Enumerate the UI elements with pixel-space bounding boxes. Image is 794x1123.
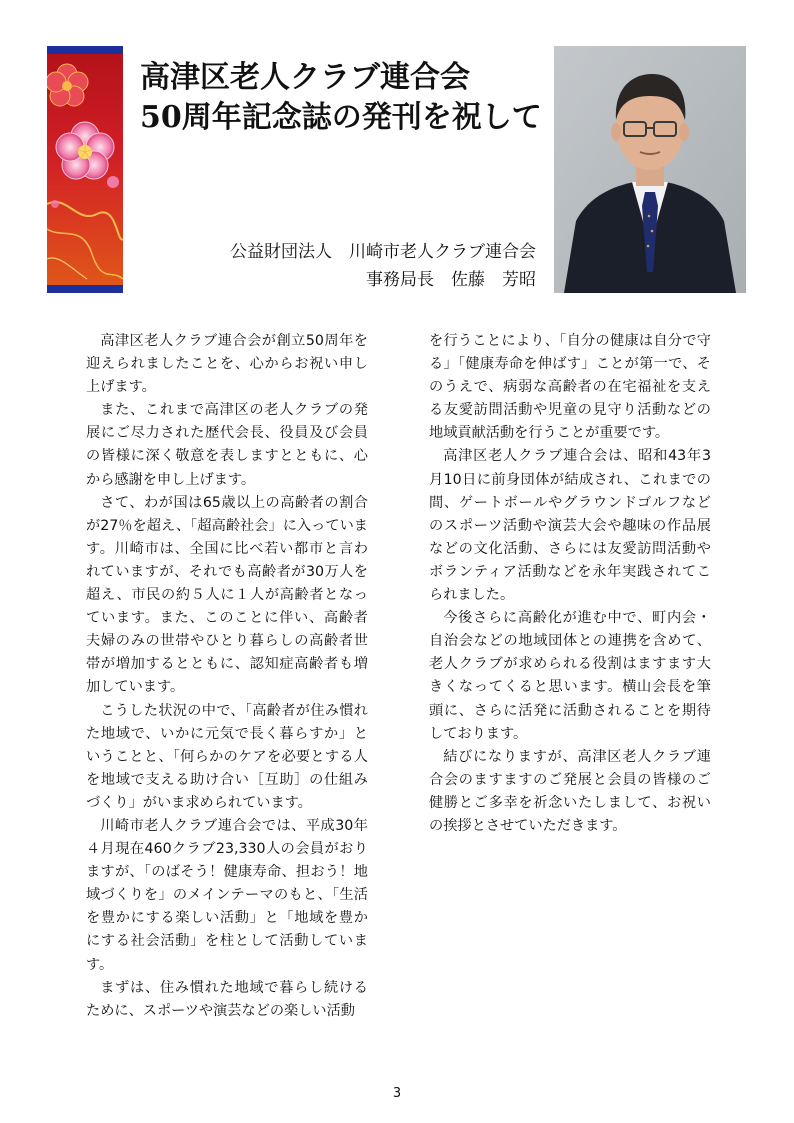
paragraph: 高津区老人クラブ連合会が創立50周年を迎えられましたことを、心からお祝い申し上げます。 — [86, 333, 368, 396]
title-line-1: 高津区老人クラブ連合会 — [140, 60, 470, 95]
paragraph: 高津区老人クラブ連合会は、昭和43年3月10日に前身団体が結成され、これまでの間、ゲートボールやグラウンドゴルフなどのスポーツ活動や演芸大会や趣味の作品展などの文化活動、さらには友愛訪問活動やボランティア活動などを永年実践されてこられました。 — [429, 448, 711, 604]
paragraph: さて、わが国は65歳以上の高齢者の割合が27％を超え、「超高齢社会」に入っています。川崎市は、全国に比べ若い都市と言われていますが、それでも高齢者が30万人を超え、市民の約５人に１人が高齢者となっています。また、このことに伴い、高齢者夫婦のみの世帯やひとり暮らしの高齢者世帯が増加するとともに、認知症高齢者も増加しています。 — [86, 494, 368, 696]
paragraph: 結びになりますが、高津区老人クラブ連合会のますますのご発展と会員の皆様のご健勝とご多幸を祈念いたしまして、お祝いの挨拶とさせていただきます。 — [429, 748, 711, 834]
plum-blossom-decoration-icon — [47, 46, 123, 293]
title-line-2: 50周年記念誌の発刊を祝して — [140, 100, 542, 135]
page-title — [140, 58, 550, 138]
paragraph: こうした状況の中で、「高齢者が住み慣れた地域で、いかに元気で長く暮らすか」ということと、「何らかのケアを必要とする人を地域で支える助け合い［互助］の仕組みづくり」がいま求められています。 — [86, 702, 368, 811]
author-role-name: 事務局長 佐藤 芳昭 — [366, 270, 536, 290]
body-column-right — [429, 330, 711, 838]
page-number: 3 — [392, 1086, 402, 1101]
author-block — [230, 238, 536, 294]
paragraph: 今後さらに高齢化が進む中で、町内会・自治会などの地域団体との連携を含めて、老人クラブが求められる役割はますます大きくなってくると思います。横山会長を筆頭に、さらに活発に活動されることを期待しております。 — [429, 610, 711, 742]
paragraph: まずは、住み慣れた地域で暮らし続けるために、スポーツや演芸などの楽しい活動 — [86, 979, 368, 1019]
paragraph: また、これまで高津区の老人クラブの発展にご尽力された歴代会長、役員及び会員の皆様に深く敬意を表しますとともに、心から感謝を申し上げます。 — [86, 402, 368, 488]
author-organization: 公益財団法人 川崎市老人クラブ連合会 — [230, 242, 536, 262]
paragraph-continuation: を行うことにより、「自分の健康は自分で守る」「健康寿命を伸ばす」ことが第一で、そのうえで、病弱な高齢者の在宅福祉を支える友愛訪問活動や児童の見守り活動などの地域貢献活動を行うことが重要です。 — [429, 333, 711, 442]
person-portrait-icon — [554, 46, 746, 293]
body-column-left — [86, 330, 368, 1023]
paragraph: 川崎市老人クラブ連合会では、平成30年４月現在460クラブ23,330人の会員がおりますが、「のばそう！健康寿命、担おう！地域づくりを」のメインテーマのもと、「生活を豊かにする楽しい活動」と「地域を豊かにする社会活動」を柱として活動しています。 — [86, 817, 368, 973]
